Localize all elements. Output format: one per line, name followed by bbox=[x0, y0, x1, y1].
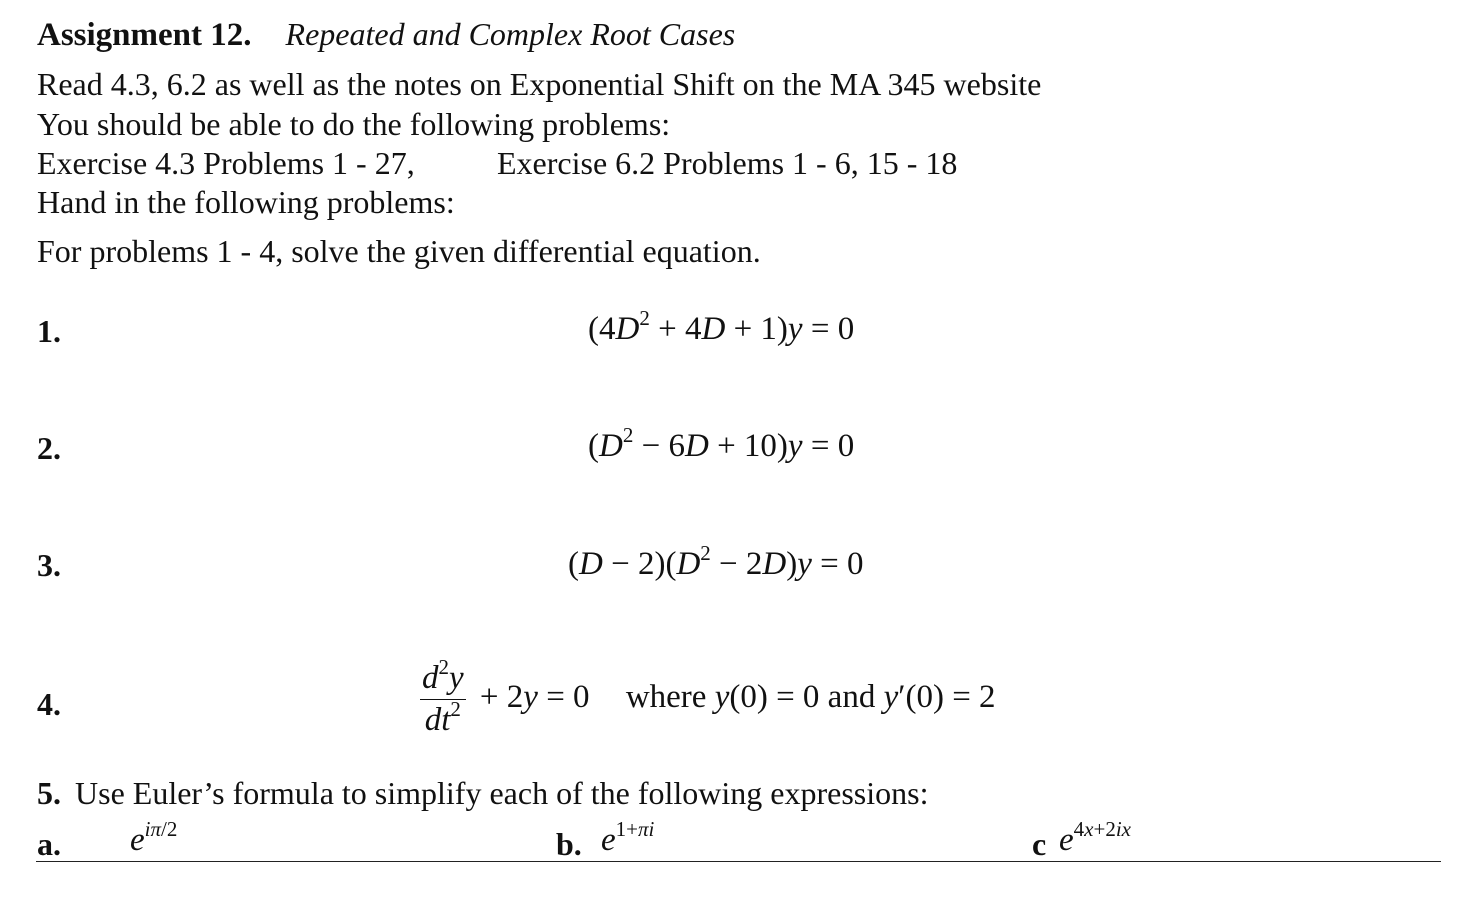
should-do-line: You should be able to do the following problems: bbox=[37, 106, 671, 142]
part-a-label: a. bbox=[37, 826, 61, 862]
problem-5-line bbox=[37, 775, 928, 812]
problem-1-equation: $(4D^2 + 4D + 1)y = 0$ bbox=[588, 306, 855, 347]
problem-2-equation: $(D^2 - 6D + 10)y = 0$ bbox=[588, 423, 855, 464]
assignment-topic: Repeated and Complex Root Cases bbox=[285, 16, 736, 52]
problem-5-text: Use Euler’s formula to simplify each of the following expressions: bbox=[75, 775, 929, 811]
problem-3-equation: $(D - 2)(D^2 - 2D)y = 0$ bbox=[568, 541, 864, 582]
part-b-expression: $e^{1+\pi i}$ bbox=[601, 817, 655, 858]
reading-line: Read 4.3, 6.2 as well as the notes on Exponential Shift on the MA 345 website bbox=[37, 66, 1042, 102]
problem-2-label: 2. bbox=[37, 430, 61, 466]
part-b-label: b. bbox=[556, 826, 582, 862]
exercise-line-b: Exercise 6.2 Problems 1 - 6, 15 - 18 bbox=[497, 145, 958, 181]
part-c-label: c bbox=[1032, 826, 1047, 862]
problem-4-equation: $\frac{d^2y}{dt^2}$ + 2y = 0 where y(0) = 0 and y′(0) = 2 bbox=[422, 655, 996, 738]
assignment-label: Assignment 12. bbox=[37, 17, 252, 53]
instructions-line: For problems 1 - 4, solve the given differential equation. bbox=[37, 233, 761, 269]
assignment-header bbox=[37, 16, 735, 54]
bottom-rule bbox=[36, 861, 1441, 862]
part-a-expression: $e^{i\pi/2}$ bbox=[130, 817, 178, 858]
derivative-fraction: $\frac{d^2y}{dt^2}$ bbox=[422, 655, 464, 738]
problem-3-label: 3. bbox=[37, 547, 61, 583]
hand-in-line: Hand in the following problems: bbox=[37, 184, 455, 220]
exercise-line-a: Exercise 4.3 Problems 1 - 27, bbox=[37, 145, 415, 181]
part-c-expression: $e^{4x+2ix}$ bbox=[1059, 817, 1131, 858]
problem-5-label: 5. bbox=[37, 775, 61, 811]
problem-4-label: 4. bbox=[37, 686, 61, 722]
problem-1-label: 1. bbox=[37, 313, 61, 349]
